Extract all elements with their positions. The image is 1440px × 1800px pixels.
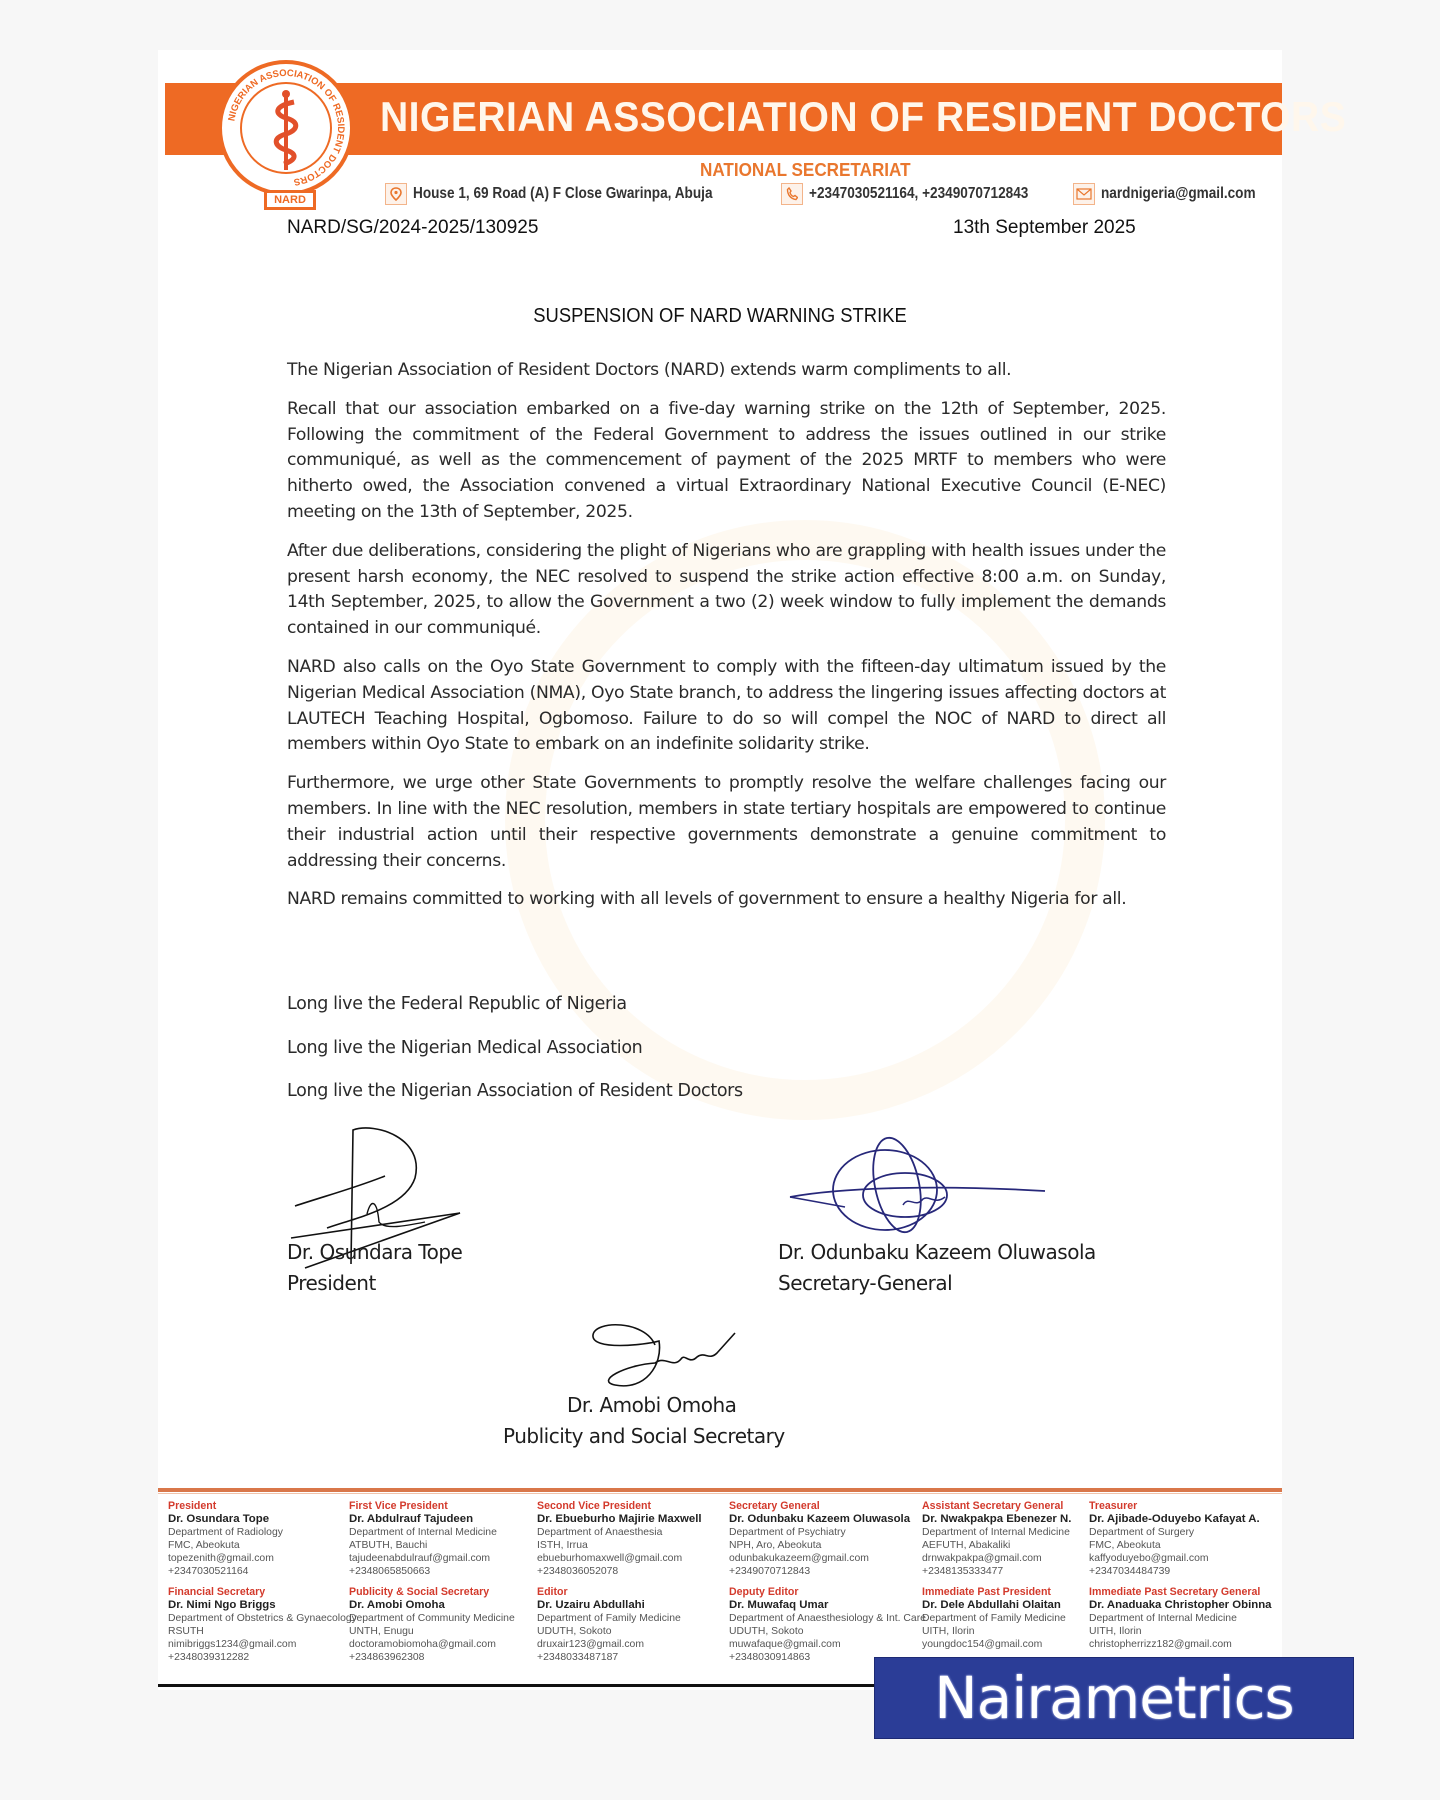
member-phone[interactable]: +2348135333477 bbox=[922, 1566, 1004, 1577]
member-name: Dr. Nwakpakpa Ebenezer N. bbox=[922, 1513, 1072, 1525]
member-name: Dr. Amobi Omoha bbox=[349, 1599, 445, 1611]
member-dept: Department of Radiology bbox=[168, 1527, 283, 1538]
nard-logo bbox=[218, 60, 354, 206]
caduceus-icon bbox=[268, 88, 304, 172]
member-hospital: ATBUTH, Bauchi bbox=[349, 1540, 428, 1551]
member-email[interactable]: ebueburhomaxwell@gmail.com bbox=[537, 1553, 683, 1564]
member-dept: Department of Internal Medicine bbox=[349, 1527, 497, 1538]
member-dept: Department of Internal Medicine bbox=[922, 1527, 1070, 1538]
member-name: Dr. Muwafaq Umar bbox=[729, 1599, 829, 1611]
closing-line: Long live the Nigerian Association of Resident Doctors bbox=[287, 1081, 743, 1101]
signatory-role: President bbox=[287, 1271, 376, 1295]
member-role: Financial Secretary bbox=[168, 1586, 266, 1598]
location-pin-icon bbox=[385, 183, 407, 205]
member-dept: Department of Obstetrics & Gynaecology bbox=[168, 1613, 357, 1624]
committee-member bbox=[349, 1586, 537, 1664]
paragraph: NARD remains committed to working with all levels of government to ensure a healthy Nigeria for all. bbox=[287, 889, 1127, 910]
member-hospital: UITH, Ilorin bbox=[1089, 1626, 1142, 1637]
member-email[interactable]: doctoramobiomoha@gmail.com bbox=[349, 1639, 496, 1650]
paragraph: Furthermore, we urge other State Governments to promptly resolve the welfare challenges facing our members. In line with the NEC resolution, members in state tertiary hospitals are empowered to continue their industrial action until their respective governments demonstrate a genuine commitment to addressing their concerns. bbox=[287, 773, 1166, 871]
executive-committee bbox=[168, 1500, 1278, 1664]
member-name: Dr. Osundara Tope bbox=[168, 1513, 270, 1525]
member-name: Dr. Odunbaku Kazeem Oluwasola bbox=[729, 1513, 911, 1525]
paragraph: After due deliberations, considering the plight of Nigerians who are grappling with health issues under the present harsh economy, the NEC resolved to suspend the strike action effective 8:00 a.m. on Sunday, 14th September, 2025, to allow the Government a two (2) week window to fully implement the demands contained in our communiqué. bbox=[287, 540, 1166, 639]
member-phone[interactable]: +2348030914863 bbox=[729, 1652, 811, 1663]
member-dept: Department of Community Medicine bbox=[349, 1613, 515, 1624]
closing-line: Long live the Federal Republic of Nigeria bbox=[287, 994, 627, 1014]
member-hospital: UITH, Ilorin bbox=[922, 1626, 975, 1637]
closing-line: Long live the Nigerian Medical Association bbox=[287, 1037, 643, 1058]
member-name: Dr. Ebueburho Majirie Maxwell bbox=[537, 1513, 702, 1525]
paragraph: The Nigerian Association of Resident Doctors (NARD) extends warm compliments to all. bbox=[287, 360, 1012, 380]
member-role: Secretary General bbox=[729, 1500, 820, 1512]
member-dept: Department of Psychiatry bbox=[729, 1527, 846, 1538]
member-phone[interactable]: +234863962308 bbox=[349, 1652, 425, 1663]
committee-member bbox=[537, 1500, 729, 1578]
nairametrics-logo-text: Nairametrics bbox=[934, 1664, 1294, 1732]
member-dept: Department of Internal Medicine bbox=[1089, 1613, 1237, 1624]
member-role: Deputy Editor bbox=[729, 1586, 799, 1598]
member-role: Treasurer bbox=[1089, 1500, 1138, 1512]
paragraph: NARD also calls on the Oyo State Government to comply with the fifteen-day ultimatum issued by the Nigerian Medical Association (NMA), Oyo State branch, to address the lingering issues affecting doctors at LAUTECH Teaching Hospital, Ogbomoso. Failure to do so will compel the NOC of NARD to direct all members within Oyo State to embark on an indefinite solidarity strike. bbox=[287, 656, 1166, 755]
member-email[interactable]: odunbakukazeem@gmail.com bbox=[729, 1553, 869, 1564]
member-dept: Department of Anaesthesiology & Int. Care bbox=[729, 1613, 926, 1624]
member-phone[interactable]: +2348033487187 bbox=[537, 1652, 619, 1663]
svg-text:NIGERIAN ASSOCIATION OF RESIDE: NIGERIAN ASSOCIATION OF RESIDENT DOCTORS bbox=[226, 67, 347, 188]
nairametrics-badge bbox=[874, 1657, 1354, 1739]
member-phone[interactable]: +2348036052078 bbox=[537, 1566, 619, 1577]
member-phone[interactable]: +2347034484739 bbox=[1089, 1566, 1171, 1577]
signatory-name: Dr. Osundara Tope bbox=[287, 1240, 463, 1264]
signatory-role: Publicity and Social Secretary bbox=[503, 1424, 785, 1448]
footer-divider bbox=[158, 1488, 1282, 1492]
member-dept: Department of Family Medicine bbox=[537, 1613, 681, 1624]
member-email[interactable]: drnwakpakpa@gmail.com bbox=[922, 1553, 1042, 1564]
member-email[interactable]: nimibriggs1234@gmail.com bbox=[168, 1639, 297, 1650]
member-dept: Department of Anaesthesia bbox=[537, 1527, 663, 1538]
member-hospital: AEFUTH, Abakaliki bbox=[922, 1540, 1011, 1551]
committee-member bbox=[922, 1500, 1089, 1578]
member-role: Immediate Past Secretary General bbox=[1089, 1586, 1261, 1598]
address: House 1, 69 Road (A) F Close Gwarinpa, Abuja bbox=[413, 185, 713, 202]
letter-body bbox=[287, 358, 1166, 926]
committee-member bbox=[922, 1586, 1089, 1664]
member-role: Publicity & Social Secretary bbox=[349, 1586, 490, 1598]
member-email[interactable]: youngdoc154@gmail.com bbox=[922, 1639, 1043, 1650]
member-hospital: UNTH, Enugu bbox=[349, 1626, 414, 1637]
member-dept: Department of Family Medicine bbox=[922, 1613, 1066, 1624]
member-role: Assistant Secretary General bbox=[922, 1500, 1064, 1512]
logo-tag: NARD bbox=[264, 190, 316, 210]
secretariat-heading: NATIONAL SECRETARIAT bbox=[700, 160, 911, 180]
member-phone[interactable]: +2347030521164 bbox=[168, 1566, 249, 1577]
member-name: Dr. Uzairu Abdullahi bbox=[537, 1599, 645, 1611]
member-email[interactable]: kaffyoduyebo@gmail.com bbox=[1089, 1553, 1209, 1564]
paragraph: Recall that our association embarked on a five-day warning strike on the 12th of September, 2025. Following the commitment of the Federal Government to address the issues outlined in our strike communiqué, as well as the commencement of payment of the 2025 MRTF to members who were hitherto owed, the Association convened a virtual Extraordinary National Executive Council (E-NEC) meeting on the 13th of September, 2025. bbox=[287, 398, 1166, 522]
publicity-secretary-signature bbox=[585, 1315, 745, 1395]
member-role: Second Vice President bbox=[537, 1500, 652, 1512]
member-phone[interactable]: +2349070712843 bbox=[729, 1566, 811, 1577]
signatory-role: Secretary-General bbox=[778, 1271, 953, 1295]
signatory-name: Dr. Odunbaku Kazeem Oluwasola bbox=[778, 1240, 1096, 1264]
member-hospital: UDUTH, Sokoto bbox=[537, 1626, 612, 1637]
committee-member bbox=[1089, 1500, 1269, 1578]
member-name: Dr. Abdulrauf Tajudeen bbox=[349, 1513, 474, 1525]
member-email[interactable]: muwafaque@gmail.com bbox=[729, 1639, 841, 1650]
committee-member bbox=[168, 1500, 349, 1578]
member-email[interactable]: tajudeenabdulrauf@gmail.com bbox=[349, 1553, 491, 1564]
phone-icon bbox=[781, 183, 803, 205]
envelope-icon bbox=[1073, 183, 1095, 205]
committee-member bbox=[729, 1500, 922, 1578]
member-role: President bbox=[168, 1500, 217, 1512]
footer-divider-accent bbox=[158, 1493, 1282, 1494]
contact-line bbox=[385, 183, 1283, 205]
member-hospital: NPH, Aro, Abeokuta bbox=[729, 1540, 822, 1551]
phone-numbers[interactable]: +2347030521164, +2349070712843 bbox=[809, 185, 1029, 202]
member-role: Editor bbox=[537, 1586, 568, 1598]
member-role: First Vice President bbox=[349, 1500, 448, 1512]
organization-name: NIGERIAN ASSOCIATION OF RESIDENT DOCTORS bbox=[380, 93, 1347, 140]
member-name: Dr. Dele Abdullahi Olaitan bbox=[922, 1599, 1061, 1611]
member-email[interactable]: topezenith@gmail.com bbox=[168, 1553, 274, 1564]
committee-member bbox=[1089, 1586, 1272, 1664]
member-phone[interactable]: +2348039312282 bbox=[168, 1652, 250, 1663]
reference-number: NARD/SG/2024-2025/130925 bbox=[287, 217, 539, 238]
email[interactable]: nardnigeria@gmail.com bbox=[1101, 185, 1257, 202]
member-hospital: FMC, Abeokuta bbox=[1089, 1540, 1161, 1551]
letter-title: SUSPENSION OF NARD WARNING STRIKE bbox=[533, 305, 907, 327]
member-email[interactable]: druxair123@gmail.com bbox=[537, 1639, 644, 1650]
member-phone[interactable]: +2348065850663 bbox=[349, 1566, 431, 1577]
member-hospital: RSUTH bbox=[168, 1626, 204, 1637]
committee-member bbox=[729, 1586, 926, 1664]
secretary-general-signature bbox=[785, 1135, 1050, 1245]
member-name: Dr. Nimi Ngo Briggs bbox=[168, 1599, 276, 1611]
member-hospital: FMC, Abeokuta bbox=[168, 1540, 240, 1551]
committee-member bbox=[349, 1500, 537, 1578]
member-dept: Department of Surgery bbox=[1089, 1527, 1195, 1538]
member-email[interactable]: christopherrizz182@gmail.com bbox=[1089, 1639, 1232, 1650]
member-hospital: ISTH, Irrua bbox=[537, 1540, 588, 1551]
committee-member bbox=[168, 1586, 357, 1664]
closing-lines bbox=[287, 994, 743, 1125]
signatory-name: Dr. Amobi Omoha bbox=[567, 1393, 737, 1417]
letter-date: 13th September 2025 bbox=[953, 217, 1136, 238]
member-name: Dr. Anaduaka Christopher Obinna bbox=[1089, 1599, 1272, 1611]
member-role: Immediate Past President bbox=[922, 1586, 1051, 1598]
member-name: Dr. Ajibade-Oduyebo Kafayat A. bbox=[1089, 1513, 1260, 1525]
member-hospital: UDUTH, Sokoto bbox=[729, 1626, 804, 1637]
committee-member bbox=[537, 1586, 729, 1664]
